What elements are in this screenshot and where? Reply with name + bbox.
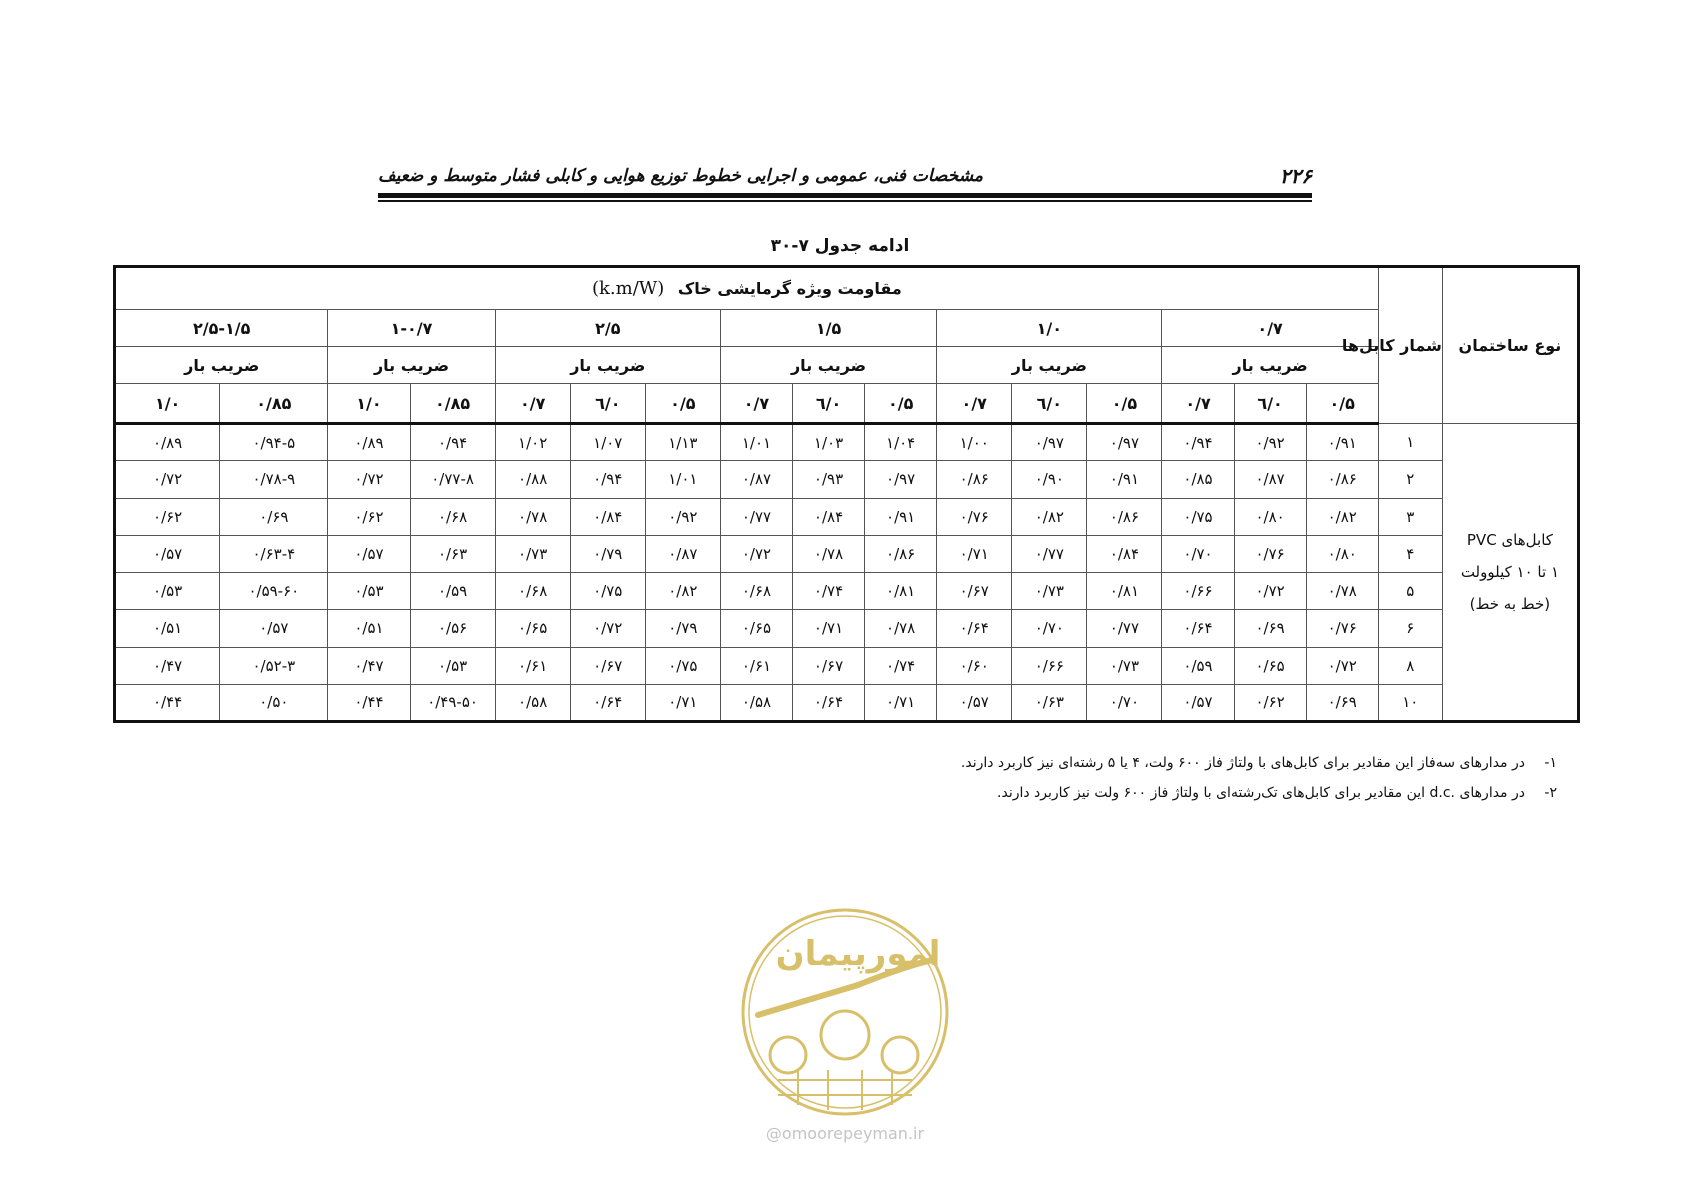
load-factor-value-row	[115, 384, 1579, 424]
building-type-line: ۱ تا ۱۰ کیلوولت	[1460, 563, 1559, 581]
factor-cell: ۰/۷۵	[570, 573, 645, 610]
factor-cell: ۰/۸۴	[570, 498, 645, 535]
factor-cell: ۰/۹۴	[410, 424, 495, 461]
load-factor-value: ۰/٦	[570, 384, 645, 424]
factor-cell: ۰/۷۷	[720, 498, 792, 535]
factor-cell: ۰/۶۴	[570, 684, 645, 721]
factor-cell: ۰/۶۰	[937, 647, 1012, 684]
table-row	[115, 461, 1579, 498]
table-caption: ادامه جدول ۷-۳۰	[770, 236, 910, 256]
factor-cell: ۰/۷۷-۸	[410, 461, 495, 498]
factor-cell: ۰/۶۶	[1162, 573, 1234, 610]
cable-count-cell: ۳	[1378, 498, 1442, 535]
factor-cell: ۰/۷۸	[865, 610, 937, 647]
factor-cell: ۰/۵۷	[1162, 684, 1234, 721]
factor-cell: ۰/۷۱	[793, 610, 865, 647]
cable-count-header: شمار کابل‌ها	[1378, 267, 1442, 424]
factor-cell: ۰/۵۳	[115, 573, 220, 610]
cable-count-cell: ۵	[1378, 573, 1442, 610]
factor-cell: ۰/۶۲	[115, 498, 220, 535]
factor-cell: ۰/۸۶	[1306, 461, 1378, 498]
footnote-number: ۲-	[1544, 785, 1557, 801]
cable-count-cell: ۶	[1378, 610, 1442, 647]
cable-count-cell: ۸	[1378, 647, 1442, 684]
running-title: مشخصات فنی، عمومی و اجرایی خطوط توزیع هوایی و کابلی فشار متوسط و ضعیف	[378, 166, 983, 186]
factor-cell: ۰/۸۹	[115, 424, 220, 461]
factor-cell: ۰/۶۷	[793, 647, 865, 684]
derating-factor-table	[113, 265, 1580, 723]
factor-cell: ۰/۶۹	[1306, 684, 1378, 721]
load-factor-label: ضریب بار	[328, 347, 495, 384]
factor-cell: ۰/۸۴	[793, 498, 865, 535]
factor-cell: ۰/۸۴	[1087, 535, 1162, 572]
factor-cell: ۰/۶۳	[410, 535, 495, 572]
factor-cell: ۰/۶۷	[937, 573, 1012, 610]
factor-cell: ۰/۶۲	[328, 498, 410, 535]
factor-cell: ۱/۰۷	[570, 424, 645, 461]
page-number: ۲۲۶	[1279, 164, 1312, 188]
load-factor-value: ۰/٦	[793, 384, 865, 424]
factor-cell: ۰/۹۴	[1162, 424, 1234, 461]
factor-cell: ۰/۶۳	[1012, 684, 1087, 721]
factor-cell: ۰/۹۷	[1012, 424, 1087, 461]
building-type-header: نوع ساختمان	[1442, 267, 1578, 424]
resistivity-group-header: ۲/۵-۱/۵	[115, 310, 328, 347]
factor-cell: ۰/۸۶	[1087, 498, 1162, 535]
load-factor-label: ضریب بار	[495, 347, 720, 384]
load-factor-value: ۰/۵	[1087, 384, 1162, 424]
factor-cell: ۰/۶۴	[937, 610, 1012, 647]
factor-cell: ۰/۶۱	[720, 647, 792, 684]
footnotes	[657, 748, 1557, 808]
watermark-url: @omoorepeyman.ir	[765, 1124, 925, 1143]
factor-cell: ۰/۷۲	[1306, 647, 1378, 684]
factor-cell: ۰/۹۳	[793, 461, 865, 498]
factor-cell: ۰/۷۵	[1162, 498, 1234, 535]
factor-cell: ۰/۵۷	[115, 535, 220, 572]
factor-cell: ۰/۵۳	[328, 573, 410, 610]
factor-cell: ۱/۱۳	[645, 424, 720, 461]
factor-cell: ۰/۵۷	[937, 684, 1012, 721]
factor-cell: ۰/۵۹-۶۰	[220, 573, 328, 610]
factor-cell: ۰/۷۶	[1234, 535, 1306, 572]
factor-cell: ۰/۷۵	[645, 647, 720, 684]
load-factor-value: ۰/۷	[1162, 384, 1234, 424]
resistivity-group-header: ۱-۰/۷	[328, 310, 495, 347]
factor-cell: ۰/۵۸	[495, 684, 570, 721]
factor-cell: ۰/۸۲	[645, 573, 720, 610]
factor-cell: ۱/۰۱	[720, 424, 792, 461]
factor-cell: ۰/۴۹-۵۰	[410, 684, 495, 721]
factor-cell: ۱/۰۳	[793, 424, 865, 461]
factor-cell: ۰/۵۸	[720, 684, 792, 721]
factor-cell: ۰/۶۴	[793, 684, 865, 721]
factor-cell: ۰/۵۶	[410, 610, 495, 647]
load-factor-label: ضریب بار	[720, 347, 936, 384]
factor-cell: ۰/۵۱	[115, 610, 220, 647]
factor-cell: ۰/۷۴	[793, 573, 865, 610]
building-type-cell	[1442, 424, 1578, 722]
seal-lettering: امورپیمان	[775, 934, 941, 974]
table-row	[115, 424, 1579, 461]
cable-count-cell: ۴	[1378, 535, 1442, 572]
factor-cell: ۰/۷۸	[1306, 573, 1378, 610]
load-factor-value: ۰/٦	[1012, 384, 1087, 424]
factor-cell: ۰/۷۳	[1087, 647, 1162, 684]
factor-cell: ۰/۴۴	[328, 684, 410, 721]
factor-cell: ۰/۵۷	[220, 610, 328, 647]
table-row	[115, 684, 1579, 721]
factor-cell: ۰/۶۱	[495, 647, 570, 684]
factor-cell: ۰/۷۷	[1087, 610, 1162, 647]
factor-cell: ۰/۷۰	[1087, 684, 1162, 721]
factor-cell: ۰/۶۴	[1162, 610, 1234, 647]
factor-cell: ۰/۷۹	[645, 610, 720, 647]
factor-cell: ۰/۹۲	[645, 498, 720, 535]
factor-cell: ۰/۴۷	[115, 647, 220, 684]
load-factor-value: ۰/۸۵	[410, 384, 495, 424]
footnote-number: ۱-	[1544, 755, 1557, 771]
factor-cell: ۰/۶۶	[1012, 647, 1087, 684]
load-factor-value: ۰/۷	[495, 384, 570, 424]
factor-cell: ۰/۷۱	[865, 684, 937, 721]
factor-cell: ۰/۷۷	[1012, 535, 1087, 572]
factor-cell: ۰/۸۲	[1306, 498, 1378, 535]
factor-cell: ۰/۷۰	[1012, 610, 1087, 647]
load-factor-value: ۱/۰	[115, 384, 220, 424]
load-factor-label: ضریب بار	[115, 347, 328, 384]
factor-cell: ۰/۵۹	[1162, 647, 1234, 684]
factor-cell: ۱/۰۰	[937, 424, 1012, 461]
factor-cell: ۰/۸۷	[720, 461, 792, 498]
factor-cell: ۰/۸۲	[1012, 498, 1087, 535]
soil-resistivity-header	[115, 267, 1379, 310]
building-type-line: کابل‌های PVC	[1466, 531, 1553, 549]
factor-cell: ۰/۸۰	[1234, 498, 1306, 535]
factor-cell: ۰/۷۶	[1306, 610, 1378, 647]
soil-resistivity-label: مقاومت ویژه گرمایشی خاک	[677, 279, 902, 298]
table-row	[115, 610, 1579, 647]
footnote	[657, 778, 1557, 808]
watermark-seal-icon	[738, 905, 952, 1119]
load-factor-label: ضریب بار	[937, 347, 1162, 384]
footnote-text: در مدارهای سه‌فاز این مقادیر برای کابل‌های با ولتاژ فاز ۶۰۰ ولت، ۴ یا ۵ رشته‌ای نیز کاربرد دارند.	[960, 755, 1525, 771]
load-factor-value: ۰/٦	[1234, 384, 1306, 424]
resistivity-group-header: ۱/۰	[937, 310, 1162, 347]
factor-cell: ۰/۸۶	[937, 461, 1012, 498]
load-factor-value: ۰/۷	[720, 384, 792, 424]
factor-cell: ۰/۷۱	[937, 535, 1012, 572]
resistivity-group-header: ۰/۷	[1162, 310, 1378, 347]
load-factor-value: ۰/۵	[1306, 384, 1378, 424]
cable-count-cell: ۲	[1378, 461, 1442, 498]
factor-cell: ۰/۶۳-۴	[220, 535, 328, 572]
factor-cell: ۰/۵۳	[410, 647, 495, 684]
factor-cell: ۰/۶۷	[570, 647, 645, 684]
factor-cell: ۱/۰۲	[495, 424, 570, 461]
table-body	[115, 424, 1579, 722]
load-factor-value: ۰/۵	[645, 384, 720, 424]
factor-cell: ۰/۸۱	[1087, 573, 1162, 610]
factor-cell: ۰/۸۰	[1306, 535, 1378, 572]
load-factor-value: ۰/۸۵	[220, 384, 328, 424]
factor-cell: ۰/۸۵	[1162, 461, 1234, 498]
factor-cell: ۰/۷۳	[495, 535, 570, 572]
factor-cell: ۰/۷۱	[645, 684, 720, 721]
factor-cell: ۰/۵۹	[410, 573, 495, 610]
factor-cell: ۱/۰۴	[865, 424, 937, 461]
factor-cell: ۰/۶۵	[720, 610, 792, 647]
factor-cell: ۰/۹۲	[1234, 424, 1306, 461]
factor-cell: ۱/۰۱	[645, 461, 720, 498]
factor-cell: ۰/۶۹	[1234, 610, 1306, 647]
factor-cell: ۰/۶۵	[1234, 647, 1306, 684]
load-factor-value: ۰/۵	[865, 384, 937, 424]
factor-cell: ۰/۷۹	[570, 535, 645, 572]
factor-cell: ۰/۹۴	[570, 461, 645, 498]
factor-cell: ۰/۹۷	[1087, 424, 1162, 461]
resistivity-group-header: ۱/۵	[720, 310, 936, 347]
table-row	[115, 498, 1579, 535]
factor-cell: ۰/۷۲	[328, 461, 410, 498]
factor-cell: ۰/۷۸	[495, 498, 570, 535]
factor-cell: ۰/۶۸	[720, 573, 792, 610]
factor-cell: ۰/۷۳	[1012, 573, 1087, 610]
factor-cell: ۰/۵۷	[328, 535, 410, 572]
factor-cell: ۰/۸۱	[865, 573, 937, 610]
soil-resistivity-unit: (k.m/W)	[592, 278, 665, 299]
factor-cell: ۰/۹۴-۵	[220, 424, 328, 461]
factor-cell: ۰/۸۷	[1234, 461, 1306, 498]
cable-count-cell: ۱۰	[1378, 684, 1442, 721]
footnote	[657, 748, 1557, 778]
factor-cell: ۰/۶۸	[410, 498, 495, 535]
factor-cell: ۰/۶۹	[220, 498, 328, 535]
header-rule-thick	[378, 193, 1312, 198]
factor-cell: ۰/۶۲	[1234, 684, 1306, 721]
factor-cell: ۰/۷۸	[793, 535, 865, 572]
factor-cell: ۰/۵۲-۳	[220, 647, 328, 684]
factor-cell: ۰/۶۵	[495, 610, 570, 647]
load-factor-label: ضریب بار	[1162, 347, 1378, 384]
factor-cell: ۰/۷۰	[1162, 535, 1234, 572]
factor-cell: ۰/۸۸	[495, 461, 570, 498]
factor-cell: ۰/۹۷	[865, 461, 937, 498]
factor-cell: ۰/۵۰	[220, 684, 328, 721]
table-row	[115, 573, 1579, 610]
factor-cell: ۰/۸۶	[865, 535, 937, 572]
factor-cell: ۰/۷۲	[720, 535, 792, 572]
factor-cell: ۰/۹۱	[1087, 461, 1162, 498]
table-row	[115, 647, 1579, 684]
table-row	[115, 535, 1579, 572]
factor-cell: ۰/۷۲	[115, 461, 220, 498]
resistivity-group-header: ۲/۵	[495, 310, 720, 347]
building-type-line: (خط به خط)	[1469, 595, 1551, 613]
factor-cell: ۰/۴۴	[115, 684, 220, 721]
factor-cell: ۰/۹۰	[1012, 461, 1087, 498]
factor-cell: ۰/۷۸-۹	[220, 461, 328, 498]
factor-cell: ۰/۹۱	[1306, 424, 1378, 461]
load-factor-value: ۱/۰	[328, 384, 410, 424]
factor-cell: ۰/۴۷	[328, 647, 410, 684]
factor-cell: ۰/۶۸	[495, 573, 570, 610]
factor-cell: ۰/۸۷	[645, 535, 720, 572]
footnote-text: در مدارهای .d.c این مقادیر برای کابل‌های تک‌رشته‌ای با ولتاژ فاز ۶۰۰ ولت نیز کاربرد دارند.	[997, 785, 1525, 801]
factor-cell: ۰/۷۴	[865, 647, 937, 684]
header-rule-thin	[378, 200, 1312, 202]
factor-cell: ۰/۷۲	[570, 610, 645, 647]
factor-cell: ۰/۹۱	[865, 498, 937, 535]
factor-cell: ۰/۸۹	[328, 424, 410, 461]
factor-cell: ۰/۵۱	[328, 610, 410, 647]
load-factor-value: ۰/۷	[937, 384, 1012, 424]
cable-count-cell: ۱	[1378, 424, 1442, 461]
factor-cell: ۰/۷۲	[1234, 573, 1306, 610]
factor-cell: ۰/۷۶	[937, 498, 1012, 535]
